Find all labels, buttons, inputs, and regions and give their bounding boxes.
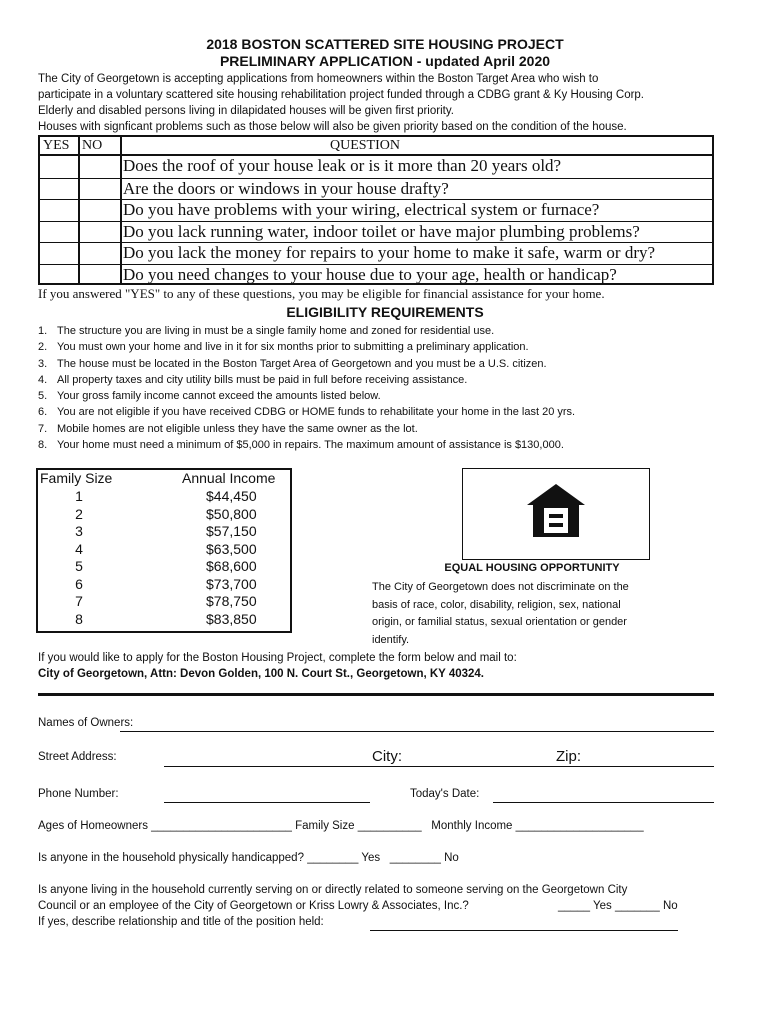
council-no-field[interactable]: _______ [614,900,660,912]
equal-housing-title: EQUAL HOUSING OPPORTUNITY [444,562,620,574]
equal-housing-statement [372,579,672,649]
no-checkbox[interactable] [80,179,120,200]
question-text: Do you lack the money for repairs to your home to make it safe, warm or dry? [123,243,656,262]
mailing-address: City of Georgetown, Attn: Devon Golden, 100 N. Court St., Georgetown, KY 40324. [38,668,485,680]
family-size-cell: 4 [75,540,83,557]
table-row [38,611,290,629]
item-number: 5. [38,390,48,403]
monthly-income-label: Monthly Income [431,820,513,832]
income-table [36,468,292,633]
date-field[interactable] [493,802,714,803]
item-text: You are not eligible if you have received CDBG or HOME funds to rehabilitate your home in the last 20 yrs. [57,406,576,419]
family-size-header: Family Size [40,470,113,486]
divider [38,693,714,696]
list-item [38,437,738,453]
intro-line: Houses with signficant problems such as those below will also be given priority based on the condition of the house. [38,121,627,133]
table-row [38,506,290,524]
item-number: 7. [38,422,48,435]
questions-body [40,156,712,283]
relationship-field[interactable] [370,930,678,931]
list-item [38,388,738,404]
date-label: Today's Date: [410,788,480,800]
page-title: 2018 BOSTON SCATTERED SITE HOUSING PROJECT [206,36,564,52]
no-label: No [662,900,678,912]
council-question-line2: Council or an employee of the City of Georgetown or Kriss Lowry & Associates, Inc.? [38,900,469,912]
statement-line: origin, or familial status, sexual orientation or gender [372,616,627,628]
table-row [38,541,290,559]
list-item [38,421,738,437]
phone-field[interactable] [164,802,370,803]
monthly-income-field[interactable]: ____________________ [515,820,644,832]
intro-text [38,71,738,135]
income-cell: $63,500 [206,540,257,557]
question-text: Do you lack running water, indoor toilet or have major plumbing problems? [123,221,640,241]
questions-footer: If you answered "YES" to any of these questions, you may be eligible for financial assistance for your home. [38,286,605,301]
list-item [38,323,738,339]
question-text: Do you need changes to your house due to your age, health or handicap? [123,264,617,284]
apply-instructions [38,650,517,682]
phone-label: Phone Number: [38,788,119,800]
zip-label: Zip: [556,748,582,765]
questions-table [38,135,714,285]
owners-field[interactable] [120,731,714,732]
question-row [40,199,712,221]
question-row [40,221,712,243]
table-row [38,593,290,611]
family-size-field[interactable]: __________ [357,820,422,832]
yes-checkbox[interactable] [40,156,78,178]
no-column-header: NO [82,138,103,153]
yes-column-header: YES [43,138,70,153]
eligibility-list [38,323,738,453]
council-question-line1: Is anyone living in the household currently serving on or directly related to someone serving on the Georgetown City [38,884,628,896]
relationship-label: If yes, describe relationship and title of the position held: [38,916,324,928]
income-cell: $68,600 [206,558,257,574]
question-row [40,178,712,200]
ages-label: Ages of Homeowners [38,820,148,832]
equal-housing-icon [463,469,649,559]
ages-row [38,820,644,832]
yes-checkbox[interactable] [40,200,78,221]
no-checkbox[interactable] [80,156,120,178]
no-checkbox[interactable] [80,265,120,286]
income-cell: $50,800 [206,505,257,522]
yes-checkbox[interactable] [40,179,78,200]
question-column-header: QUESTION [330,138,400,153]
statement-line: identify. [372,633,410,646]
income-cell: $57,150 [206,523,257,539]
income-cell: $78,750 [206,593,257,609]
family-size-cell: 3 [75,523,83,539]
item-text: The house must be located in the Boston Target Area of Georgetown and you must be a U.S. citizen. [57,357,547,370]
equal-housing-logo-box [462,468,650,560]
yes-checkbox[interactable] [40,222,78,243]
handicap-question: Is anyone in the household physically handicapped? [38,852,304,864]
item-number: 3. [38,357,48,370]
income-cell: $73,700 [206,575,257,592]
question-row [40,242,712,264]
item-text: Your gross family income cannot exceed the amounts listed below. [57,390,381,403]
question-text: Are the doors or windows in your house drafty? [123,178,449,198]
income-cell: $44,450 [206,488,257,504]
family-size-cell: 7 [75,593,83,609]
no-checkbox[interactable] [80,222,120,243]
handicap-row [38,852,459,864]
family-size-cell: 6 [75,575,83,592]
intro-line: Elderly and disabled persons living in dilapidated houses will be given first priority. [38,105,454,117]
annual-income-header: Annual Income [182,470,276,486]
family-size-cell: 1 [75,488,83,504]
table-row [38,558,290,576]
questions-table-header [40,137,712,156]
item-text: You must own your home and live in it for six months prior to submitting a preliminary application. [57,341,529,354]
list-item [38,356,738,372]
no-checkbox[interactable] [80,200,120,221]
question-text: Do you have problems with your wiring, electrical system or furnace? [123,200,600,219]
eligibility-heading: ELIGIBILITY REQUIREMENTS [286,304,484,320]
family-size-label: Family Size [295,820,355,832]
table-row [38,576,290,594]
item-number: 1. [38,325,48,337]
owners-label: Names of Owners: [38,717,134,729]
item-text: Your home must need a minimum of $5,000 in repairs. The maximum amount of assistance is $130,000. [57,439,564,452]
intro-line: participate in a voluntary scattered site housing rehabilitation project funded through a CDBG grant & Ky Housing Corp. [38,89,645,101]
ages-field[interactable]: ______________________ [151,820,292,832]
handicap-no-field[interactable]: ________ [389,852,441,864]
yes-label: Yes [592,900,612,912]
intro-line: The City of Georgetown is accepting applications from homeowners within the Boston Target Area who wish to [38,73,599,85]
family-size-cell: 8 [75,610,83,627]
no-label: No [444,852,459,864]
table-row [38,523,290,541]
item-text: All property taxes and city utility bills must be paid in full before receiving assistance. [57,373,468,386]
item-number: 6. [38,406,48,419]
item-number: 2. [38,341,48,354]
yes-label: Yes [361,852,381,864]
question-text: Does the roof of your house leak or is it more than 20 years old? [123,156,562,175]
item-number: 8. [38,439,48,452]
yes-checkbox[interactable] [40,265,78,286]
street-address-field[interactable] [164,766,714,767]
item-text: Mobile homes are not eligible unless they have the same owner as the lot. [57,422,418,435]
council-yes-field[interactable]: _____ [558,900,590,912]
item-text: The structure you are living in must be a single family home and zoned for residential use. [57,325,495,337]
income-table-header [38,470,290,488]
question-row [40,156,712,178]
income-cell: $83,850 [206,610,257,627]
yes-checkbox[interactable] [40,243,78,264]
family-size-cell: 5 [75,558,83,574]
statement-line: The City of Georgetown does not discriminate on the [372,581,629,593]
list-item [38,372,738,388]
question-row [40,264,712,286]
council-answer [558,900,678,912]
apply-line: If you would like to apply for the Boston Housing Project, complete the form below and mail to: [38,652,517,664]
page-subtitle: PRELIMINARY APPLICATION - updated April 2020 [219,53,551,69]
city-label: City: [372,748,402,765]
no-checkbox[interactable] [80,243,120,264]
item-number: 4. [38,373,48,386]
table-row [38,488,290,506]
handicap-yes-field[interactable]: ________ [307,852,359,864]
list-item [38,339,738,355]
list-item [38,404,738,420]
statement-line: basis of race, color, disability, religion, sex, national [372,598,621,611]
family-size-cell: 2 [75,505,83,522]
street-address-label: Street Address: [38,751,117,763]
